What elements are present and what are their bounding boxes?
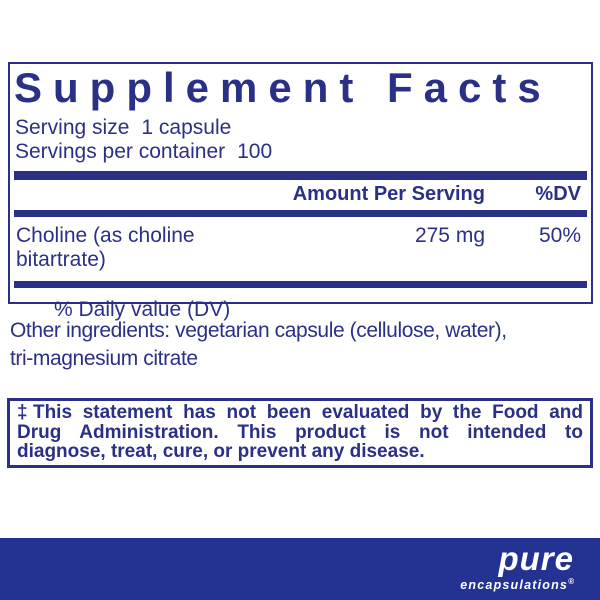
- supplement-facts-panel: [8, 62, 593, 321]
- ingredient-dv: 50%: [538, 224, 581, 247]
- ingredient-amount: 275 mg: [414, 224, 485, 247]
- disclaimer-line-1: ‡This statement has not been evaluated by the Food and: [17, 402, 583, 423]
- column-amount-per-serving: Amount Per Serving: [292, 183, 485, 205]
- other-ingredients-line-2: tri-magnesium citrate: [10, 347, 198, 370]
- ingredient-name: Choline (as choline bitartrate): [16, 224, 195, 271]
- divider-medium: [14, 210, 587, 217]
- panel-title: Supplement Facts: [14, 64, 552, 111]
- pure-encapsulations-logo: [460, 540, 574, 593]
- serving-size-label: Serving size: [15, 116, 130, 139]
- serving-size-value: 1 capsule: [141, 116, 232, 139]
- disclaimer-line-3: diagnose, treat, cure, or prevent any disease.: [17, 441, 425, 462]
- divider-medium-bottom: [14, 281, 587, 288]
- servings-per-container-row: [15, 140, 591, 164]
- daily-value-footnote: % Daily value (DV): [54, 298, 231, 321]
- column-percent-dv: %DV: [535, 183, 581, 205]
- other-ingredients-line-1: Other ingredients: vegetarian capsule (cellulose, water),: [10, 319, 507, 342]
- servings-per-container-label: Servings per container: [15, 140, 226, 163]
- brand-subname: [460, 575, 574, 592]
- brand-band: [0, 538, 600, 600]
- fda-disclaimer-box: [7, 398, 593, 468]
- other-ingredients: [10, 317, 598, 373]
- table-row-choline: [10, 217, 591, 278]
- divider-thick: [14, 171, 587, 180]
- serving-size-row: [15, 116, 591, 140]
- brand-name: pure: [498, 540, 574, 577]
- table-header-row: [10, 180, 591, 207]
- servings-per-container-value: 100: [237, 140, 273, 163]
- registered-mark: ®: [568, 577, 574, 586]
- brand-subname-text: encapsulations: [460, 578, 569, 593]
- disclaimer-line-2: Drug Administration. This product is not intended to: [17, 421, 583, 443]
